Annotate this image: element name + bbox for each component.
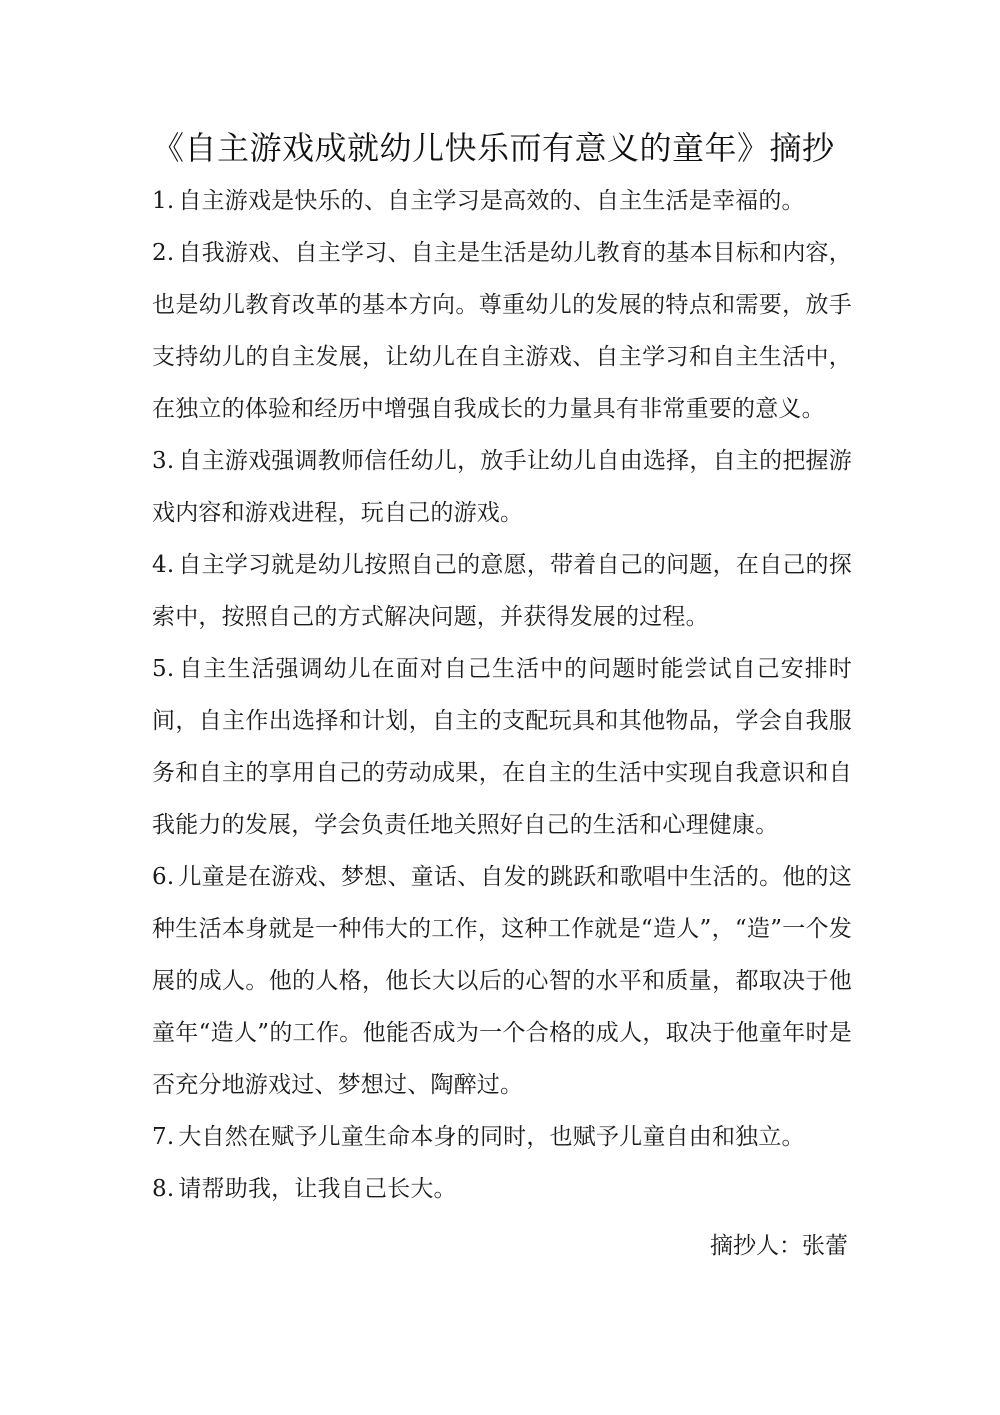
list-item-1 — [152, 175, 852, 227]
item-number: 7. — [152, 1124, 175, 1150]
item-text: 自我游戏、自主学习、自主是生活是幼儿教育的基本目标和内容，也是幼儿教育改革的基本方向。尊重幼儿的发展的特点和需要，放手支持幼儿的自主发展，让幼儿在自主游戏、自主学习和自主生活中，在独立的体验和经历中增强自我成长的力量具有非常重要的意义。 — [152, 240, 852, 422]
document-title: 《自主游戏成就幼儿快乐而有意义的童年》摘抄 — [152, 129, 835, 167]
item-text: 自主生活强调幼儿在面对自己生活中的问题时能尝试自己安排时间，自主作出选择和计划，自主的支配玩具和其他物品，学会自我服务和自主的享用自己的劳动成果，在自主的生活中实现自我意识和自我能力的发展，学会负责任地关照好自己的生活和心理健康。 — [152, 656, 852, 838]
item-number: 1. — [152, 188, 175, 214]
list-item-3 — [152, 435, 852, 539]
list-item-5 — [152, 643, 852, 851]
list-item-2 — [152, 227, 852, 435]
item-number: 3. — [152, 448, 175, 474]
document-body — [152, 175, 852, 1215]
list-item-8 — [152, 1163, 852, 1215]
item-text: 自主游戏强调教师信任幼儿，放手让幼儿自由选择，自主的把握游戏内容和游戏进程，玩自己的游戏。 — [152, 448, 852, 526]
list-item-6 — [152, 851, 852, 1111]
item-text: 自主游戏是快乐的、自主学习是高效的、自主生活是幸福的。 — [178, 188, 805, 214]
list-item-4 — [152, 539, 852, 643]
item-text: 请帮助我，让我自己长大。 — [178, 1176, 457, 1202]
item-text: 儿童是在游戏、梦想、童话、自发的跳跃和歌唱中生活的。他的这种生活本身就是一种伟大的工作，这种工作就是“造人”，“造”一个发展的成人。他的人格，他长大以后的心智的水平和质量，都取决于他童年“造人”的工作。他能否成为一个合格的成人，取决于他童年时是否充分地游戏过、梦想过、陶醉过。 — [152, 864, 852, 1098]
item-number: 2. — [152, 240, 175, 266]
list-item-7 — [152, 1111, 852, 1163]
author-line: 摘抄人：张蕾 — [710, 1233, 848, 1259]
item-number: 5. — [152, 656, 175, 682]
item-number: 6. — [152, 864, 175, 890]
item-text: 大自然在赋予儿童生命本身的同时，也赋予儿童自由和独立。 — [178, 1124, 805, 1150]
item-number: 8. — [152, 1176, 175, 1202]
item-number: 4. — [152, 552, 175, 578]
item-text: 自主学习就是幼儿按照自己的意愿，带着自己的问题，在自己的探索中，按照自己的方式解决问题，并获得发展的过程。 — [152, 552, 852, 630]
